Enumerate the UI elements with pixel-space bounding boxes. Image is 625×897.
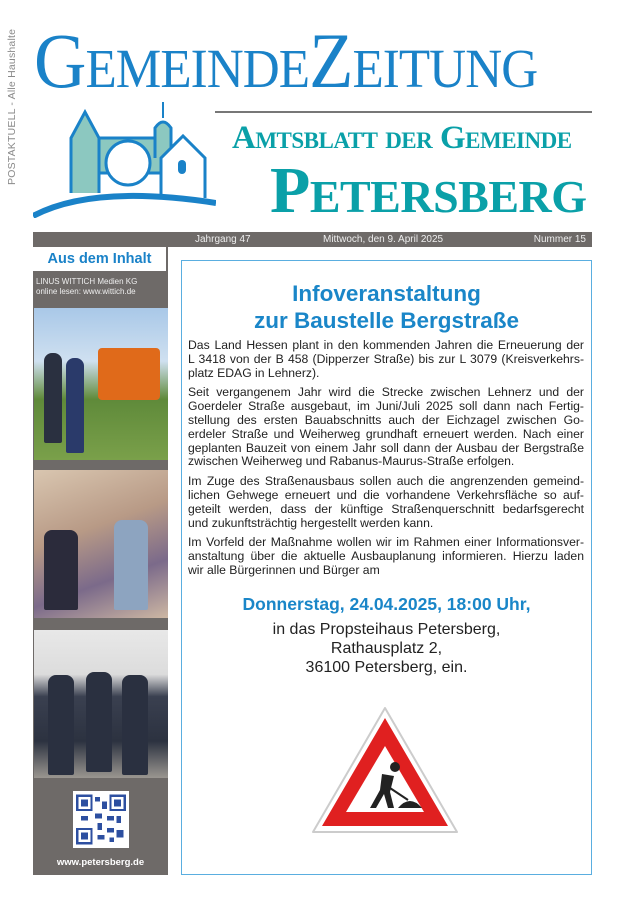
photo-club-award[interactable] xyxy=(34,630,168,778)
text-line: Im Zuge des Straßenausbaus sollen auch die angrenzenden gemeind- xyxy=(188,475,584,489)
headline-line-2: zur Baustelle Bergstraße xyxy=(253,308,520,333)
masthead-title: GemeindeZeitung xyxy=(34,17,538,104)
photo-tractor[interactable] xyxy=(34,308,168,460)
text-line: Seit vergangenem Jahr wird die Strecke zwischen Lehnerz und der xyxy=(188,386,584,400)
qr-code-icon[interactable] xyxy=(73,791,129,848)
text-line: platz EDAG in Lehnerz). xyxy=(188,366,320,380)
address-line: Rathausplatz 2, xyxy=(330,640,443,657)
publisher: LINUS WITTICH Medien KG xyxy=(36,277,138,286)
text-line: erdeler Straße und Weiherweg grundhaft erneuert werden. Nach einer xyxy=(188,427,584,441)
article-paragraph xyxy=(188,536,584,577)
text-line: Goerdeler Straße ausgebaut, im Juni/Juli 2025 soll dann nach Fertig- xyxy=(188,400,584,414)
article-body xyxy=(188,339,584,584)
article-headline xyxy=(181,280,592,334)
article-paragraph xyxy=(188,386,584,469)
text-line: anstaltung über die aktuelle Ausbauplanung informieren. Hierzu laden xyxy=(188,550,584,564)
text-line: L 3418 von der B 458 (Dipperzer Straße) bis zur L 3079 (Kreisverkehrs- xyxy=(188,352,584,366)
address-line: 36100 Petersberg, ein. xyxy=(305,659,468,676)
masthead-town: Petersberg xyxy=(270,154,587,227)
text-line: geteilt werden, dass der künftige Straßenquerschnitt bedarfsgerecht xyxy=(188,502,584,516)
publisher-info xyxy=(36,277,137,296)
event-address xyxy=(181,620,592,677)
text-line: stellung des ersten Bauabschnitts auch der Eichzagel zwischen Go- xyxy=(188,413,584,427)
sidebar-heading: Aus dem Inhalt xyxy=(33,247,166,271)
issue-info-bar xyxy=(33,232,592,247)
text-line: zwischen Weiherweg und Rabanus-Maurus-Straße erfolgen. xyxy=(188,455,515,469)
masthead-subtitle: Amtsblatt der Gemeinde xyxy=(232,120,572,156)
article-paragraph xyxy=(188,475,584,530)
distribution-label: POSTAKTUELL - Alle Haushalte xyxy=(6,28,18,185)
photo-children[interactable] xyxy=(34,470,168,618)
article-paragraph xyxy=(188,339,584,380)
issue-number: Nummer 15 xyxy=(533,234,586,245)
roadworks-sign-icon xyxy=(310,704,460,838)
issue-date: Mittwoch, den 9. April 2025 xyxy=(323,234,444,245)
text-line: und zukunftsträchtig hergestellt werden kann. xyxy=(188,516,434,530)
text-line: lichen Gehwege erneuert und die vorhandene Verkehrsfläche so auf- xyxy=(188,488,584,502)
masthead-divider xyxy=(215,111,592,113)
website-link[interactable]: www.petersberg.de xyxy=(56,857,145,868)
text-line: Das Land Hessen plant in den kommenden Jahren die Erneuerung der xyxy=(188,339,584,352)
volume: Jahrgang 47 xyxy=(195,234,251,245)
event-date: Donnerstag, 24.04.2025, 18:00 Uhr, xyxy=(242,594,531,614)
online-link[interactable]: online lesen: www.wittich.de xyxy=(36,286,136,296)
address-line: in das Propsteihaus Petersberg, xyxy=(272,621,501,638)
text-line: geplanten Bauzeit von einem Jahr soll dann der Ausbau der Bergstraße xyxy=(188,441,584,455)
church-logo-icon xyxy=(33,98,216,218)
text-line: wir alle Bürgerinnen und Bürger am xyxy=(188,563,380,577)
headline-line-1: Infoveranstaltung xyxy=(292,281,481,306)
text-line: Im Vorfeld der Maßnahme wollen wir im Rahmen einer Informationsver- xyxy=(188,536,584,550)
